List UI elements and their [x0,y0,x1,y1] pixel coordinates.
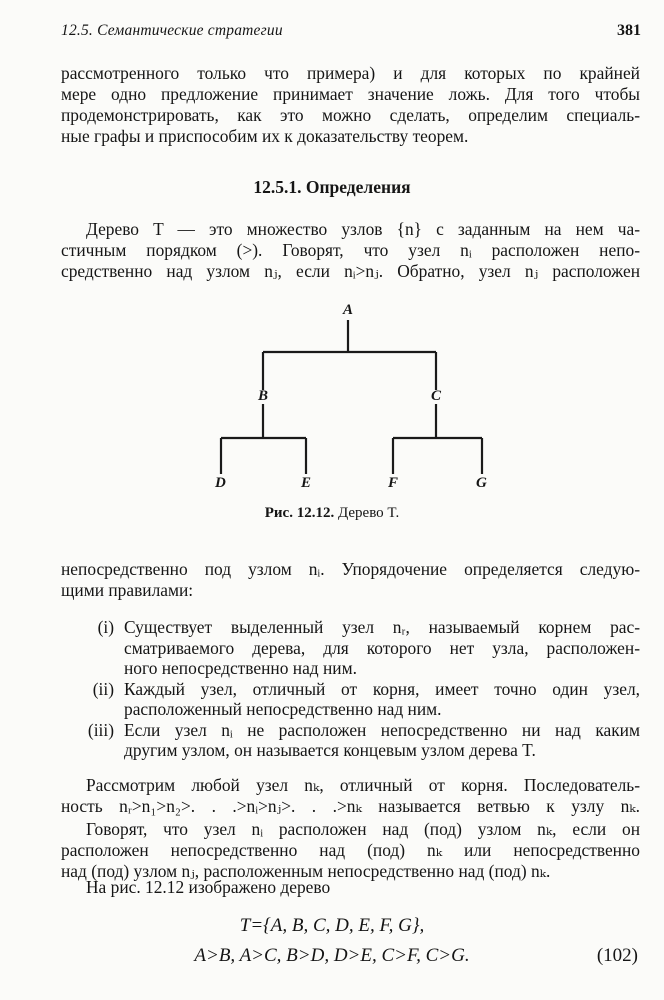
list-marker: (i) [97,617,114,637]
text-line: Рассмотрим любой узел nₖ, отличный от корня. Последователь- [86,775,640,795]
text-line: Существует выделенный узел nᵣ, называемый корнем рас- [124,617,640,637]
formula-line-2: A>B, A>C, B>D, D>E, C>F, C>G. [194,945,470,966]
node-f: F [388,475,399,491]
text-line: щими правилами: [61,580,194,600]
text-line: ность nᵣ>n₁>n₂>. . .>nᵢ>nⱼ>. . .>nₖ называется ветвью к узлу nₖ. [61,796,640,816]
node-g: G [476,475,487,491]
text-line: На рис. 12.12 изображено дерево [86,877,331,897]
text-line: мере одно предложение принимает значение ложь. Для того чтобы [61,84,640,104]
list-item [84,617,640,679]
tree-diagram [195,300,505,500]
text-line: непосредственно под узлом nᵢ. Упорядочение определяется следую- [61,559,640,579]
text-line: расположенный непосредственно над ним. [124,699,442,719]
text-line: Если узел nᵢ не расположен непосредственно ни над каким [124,719,640,740]
definition-paragraph [86,219,640,240]
caption-text: Дерево T. [337,505,400,521]
node-c: C [431,388,442,404]
text-line: ные графы и приспособим их к доказательству теорем. [61,126,469,146]
caption-number: Рис. 12.12. [264,505,335,521]
list-item [84,679,640,720]
formula-line-1: T={A, B, C, D, E, F, G}, [239,915,425,936]
page-number: 381 [617,22,641,39]
branch-paragraph [86,775,640,796]
text-line: средственно над узлом nⱼ, если nᵢ>nⱼ. Обратно, узел nⱼ расположен [61,261,640,281]
above-below-paragraph [86,819,640,840]
figure-caption [0,505,664,522]
node-e: E [301,475,312,491]
node-a: A [343,302,354,318]
text-line: стичным порядком (>). Говорят, что узел nᵢ расположен непо- [61,240,640,260]
node-b: B [258,388,269,404]
equation-number: (102) [596,945,638,966]
node-d: D [215,475,226,491]
above-below-paragraph-cont [61,840,640,882]
running-head [61,22,641,42]
definition-paragraph-cont [61,240,640,282]
branch-paragraph-cont [61,796,640,817]
section-heading: 12.5.1. Определения [253,177,411,197]
rules-list [84,617,640,761]
list-item [84,720,640,761]
running-title: 12.5. Семантические стратегии [61,22,283,39]
text-line: Дерево T — это множество узлов {n} с заданным на нем ча- [86,219,640,239]
text-line: продемонстрировать, как это можно сделать, определим специаль- [61,105,640,125]
continuation-paragraph [61,559,640,601]
text-line: Каждый узел, отличный от корня, имеет точно один узел, [124,678,640,699]
text-line: расположен непосредственно над (под) nₖ или непосредственно [61,840,640,860]
figure-intro-paragraph [86,877,640,898]
list-marker: (iii) [87,719,114,740]
text-line: ного непосредственно над ним. [124,658,357,678]
text-line: Говорят, что узел nᵢ расположен над (под) узлом nₖ, если он [86,819,640,839]
text-line: сматриваемого дерева, для которого нет узла, расположен- [124,637,640,658]
text-line: над (под) узлом nⱼ, расположенным непосредственно над (под) nₖ. [61,861,551,881]
text-line: рассмотренного только что примера) и для которых по крайней [61,63,640,83]
text-line: другим узлом, он называется концевым узлом дерева T. [124,740,536,760]
list-marker: (ii) [92,678,114,699]
intro-paragraph [61,63,640,147]
tree-figure [195,300,505,500]
